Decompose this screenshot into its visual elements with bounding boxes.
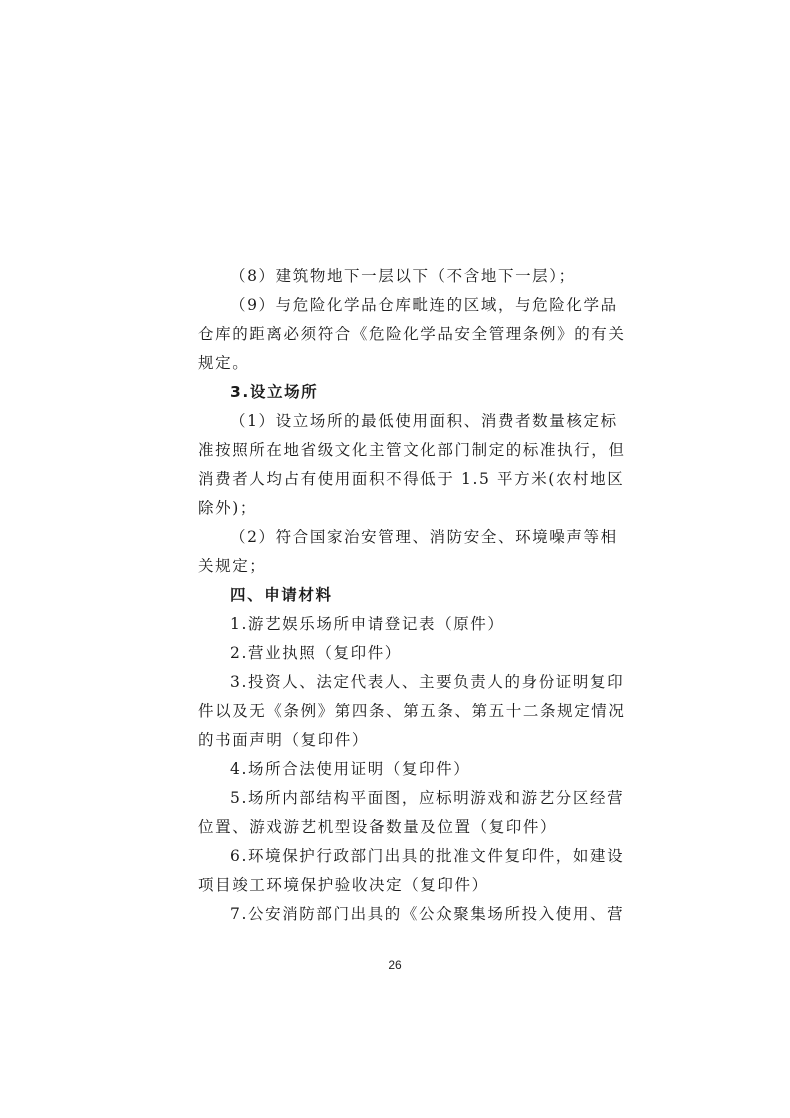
list-item: 4.场所合法使用证明（复印件） bbox=[230, 760, 471, 778]
text-line: 项目竣工环境保护验收决定（复印件） bbox=[198, 876, 489, 894]
text-line: （2）符合国家治安管理、消防安全、环境噪声等相 bbox=[230, 528, 618, 546]
list-item: 6.环境保护行政部门出具的批准文件复印件，如建设 bbox=[230, 847, 625, 865]
text-line: 规定。 bbox=[198, 354, 250, 372]
list-item: 2.营业执照（复印件） bbox=[230, 644, 402, 662]
text-line: （1）设立场所的最低使用面积、消费者数量核定标 bbox=[230, 412, 618, 430]
text-line: 仓库的距离必须符合《危险化学品安全管理条例》的有关 bbox=[198, 325, 626, 343]
section-heading: 3.设立场所 bbox=[230, 383, 319, 401]
list-item: 3.投资人、法定代表人、主要负责人的身份证明复印 bbox=[230, 673, 625, 691]
text-line: 件以及无《条例》第四条、第五条、第五十二条规定情况 bbox=[198, 702, 626, 720]
list-item: 1.游艺娱乐场所申请登记表（原件） bbox=[230, 615, 505, 633]
section-heading: 四、申请材料 bbox=[230, 586, 333, 604]
text-line: 除外)； bbox=[198, 499, 257, 517]
text-line: 的书面声明（复印件） bbox=[198, 731, 370, 749]
text-line: 关规定； bbox=[198, 557, 267, 575]
list-item: 5.场所内部结构平面图，应标明游戏和游艺分区经营 bbox=[230, 789, 625, 807]
list-item: 7.公安消防部门出具的《公众聚集场所投入使用、营 bbox=[230, 905, 625, 923]
text-line: 准按照所在地省级文化主管文化部门制定的标准执行，但 bbox=[198, 441, 626, 459]
text-line: （8）建筑物地下一层以下（不含地下一层）； bbox=[230, 267, 576, 285]
text-line: 位置、游戏游艺机型设备数量及位置（复印件） bbox=[198, 818, 558, 836]
page-number: 26 bbox=[388, 958, 402, 972]
text-line: （9）与危险化学品仓库毗连的区域，与危险化学品 bbox=[230, 296, 618, 314]
text-line: 消费者人均占有使用面积不得低于 1.5 平方米(农村地区 bbox=[198, 470, 625, 488]
